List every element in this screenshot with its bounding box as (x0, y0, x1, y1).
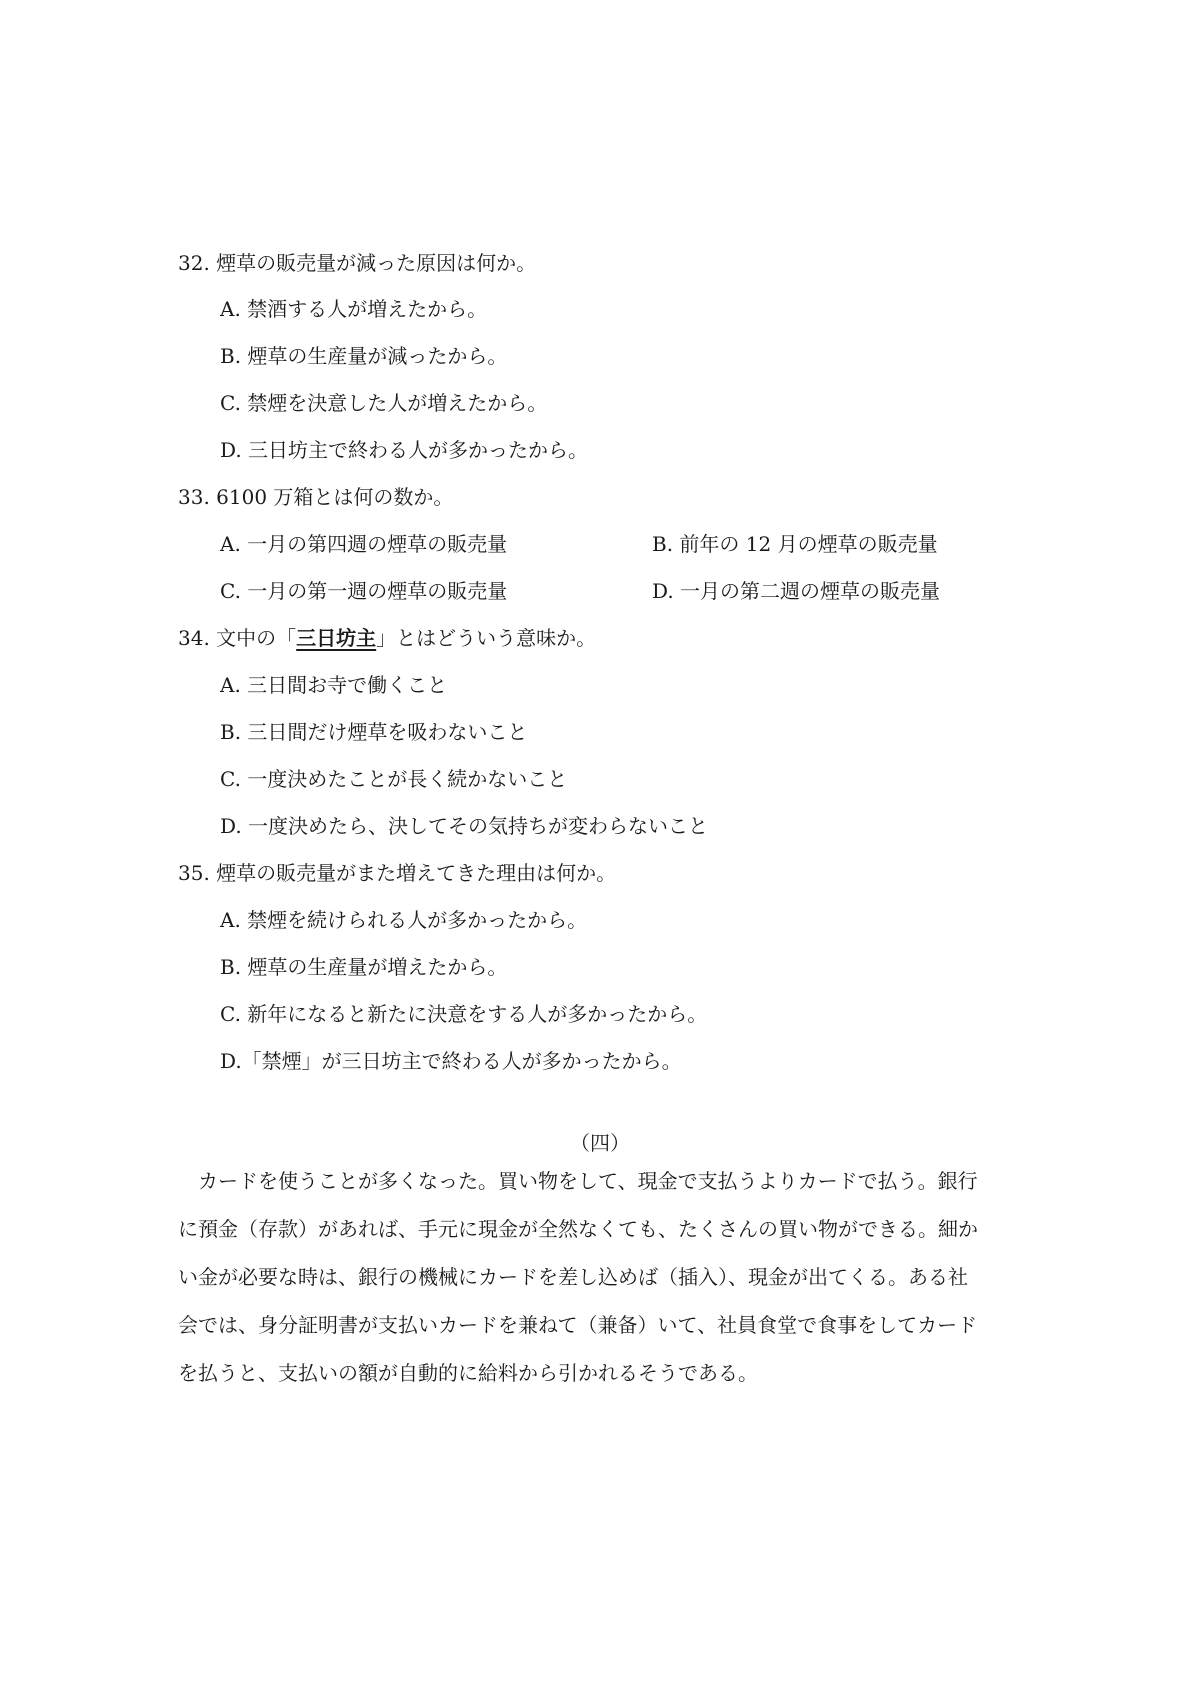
question-32-option-d: D. 三日坊主で終わる人が多かったから。 (220, 438, 589, 462)
question-34-option-d: D. 一度決めたら、決してその気持ちが変わらないこと (220, 814, 709, 838)
question-32-option-a: A. 禁酒する人が増えたから。 (220, 297, 488, 321)
question-33-option-c: C. 一月の第一週の煙草の販売量 (220, 579, 508, 603)
question-33-stem: 33. 6100 万箱とは何の数か。 (178, 485, 454, 509)
question-35-option-c: C. 新年になると新たに決意をする人が多かったから。 (220, 1002, 708, 1026)
passage-line: に預金（存款）があれば、手元に現金が全然なくても、たくさんの買い物ができる。細か (178, 1217, 978, 1241)
question-35-option-b: B. 煙草の生産量が増えたから。 (220, 955, 508, 979)
question-32-option-b: B. 煙草の生産量が減ったから。 (220, 344, 508, 368)
question-33-option-b: B. 前年の 12 月の煙草の販売量 (652, 532, 938, 556)
question-32-option-c: C. 禁煙を決意した人が増えたから。 (220, 391, 548, 415)
passage-line: い金が必要な時は、銀行の機械にカードを差し込めば（插入）、現金が出てくる。ある社 (178, 1265, 968, 1289)
question-34-stem-prefix: 34. 文中の「 (178, 626, 297, 650)
question-32-stem: 32. 煙草の販売量が減った原因は何か。 (178, 251, 537, 275)
question-34-option-c: C. 一度決めたことが長く続かないこと (220, 767, 568, 791)
question-33-option-d: D. 一月の第二週の煙草の販売量 (652, 579, 941, 603)
passage-line: 会では、身分証明書が支払いカードを兼ねて（兼备）いて、社員食堂で食事をしてカード (178, 1313, 978, 1337)
section-title: （四） (570, 1131, 630, 1155)
question-35-option-a: A. 禁煙を続けられる人が多かったから。 (220, 908, 588, 932)
passage-line: を払うと、支払いの額が自動的に給料から引かれるそうである。 (178, 1361, 758, 1385)
question-34-option-b: B. 三日間だけ煙草を吸わないこと (220, 720, 528, 744)
question-34-keyword: 三日坊主 (296, 626, 377, 650)
question-34-stem-suffix: 」とはどういう意味か。 (376, 626, 597, 650)
question-34-option-a: A. 三日間お寺で働くこと (220, 673, 448, 697)
question-35-stem: 35. 煙草の販売量がまた増えてきた理由は何か。 (178, 861, 617, 885)
question-34-stem (178, 625, 596, 651)
passage-line: カードを使うことが多くなった。買い物をして、現金で支払うよりカードで払う。銀行 (178, 1169, 978, 1193)
question-33-option-a: A. 一月の第四週の煙草の販売量 (220, 532, 508, 556)
question-35-option-d: D.「禁煙」が三日坊主で終わる人が多かったから。 (220, 1049, 682, 1073)
